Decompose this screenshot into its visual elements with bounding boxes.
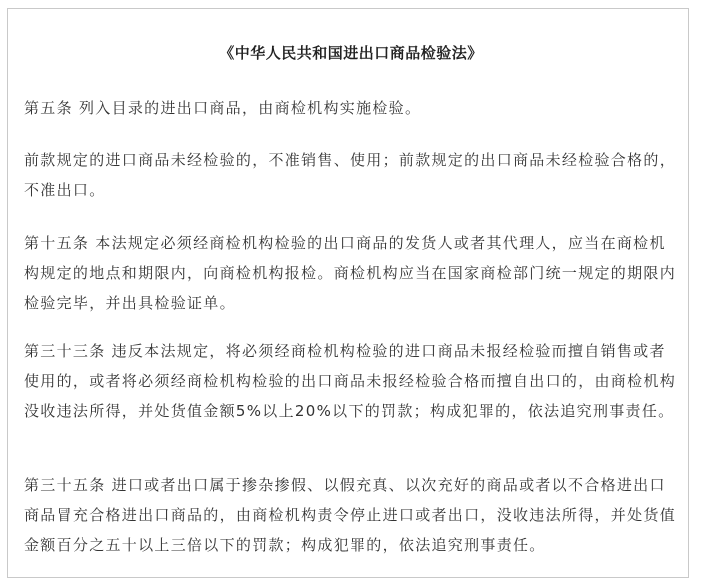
paragraph-article-33: 第三十三条 违反本法规定，将必须经商检机构检验的进口商品未报经检验而擅自销售或者使用的，或者将必须经商检机构检验的出口商品未报经检验合格而擅自出口的，由商检机构没收违法所得，并处货值金额5%以上20%以下的罚款；构成犯罪的，依法追究刑事责任。 (24, 342, 677, 420)
paragraph-article-5-clause: 前款规定的进口商品未经检验的，不准销售、使用；前款规定的出口商品未经检验合格的，不准出口。 (24, 151, 677, 199)
paragraph-article-5: 第五条 列入目录的进出口商品，由商检机构实施检验。 (24, 99, 422, 117)
paragraph-article-15: 第十五条 本法规定必须经商检机构检验的出口商品的发货人或者其代理人，应当在商检机构规定的地点和期限内，向商检机构报检。商检机构应当在国家商检部门统一规定的期限内检验完毕，并出具检验证单。 (24, 234, 677, 312)
paragraph-article-35: 第三十五条 进口或者出口属于掺杂掺假、以假充真、以次充好的商品或者以不合格进出口商品冒充合格进出口商品的，由商检机构责令停止进口或者出口，没收违法所得，并处货值金额百分之五十以上三倍以下的罚款；构成犯罪的，依法追究刑事责任。 (24, 476, 677, 554)
document-title: 《中华人民共和国进出口商品检验法》 (219, 44, 483, 62)
